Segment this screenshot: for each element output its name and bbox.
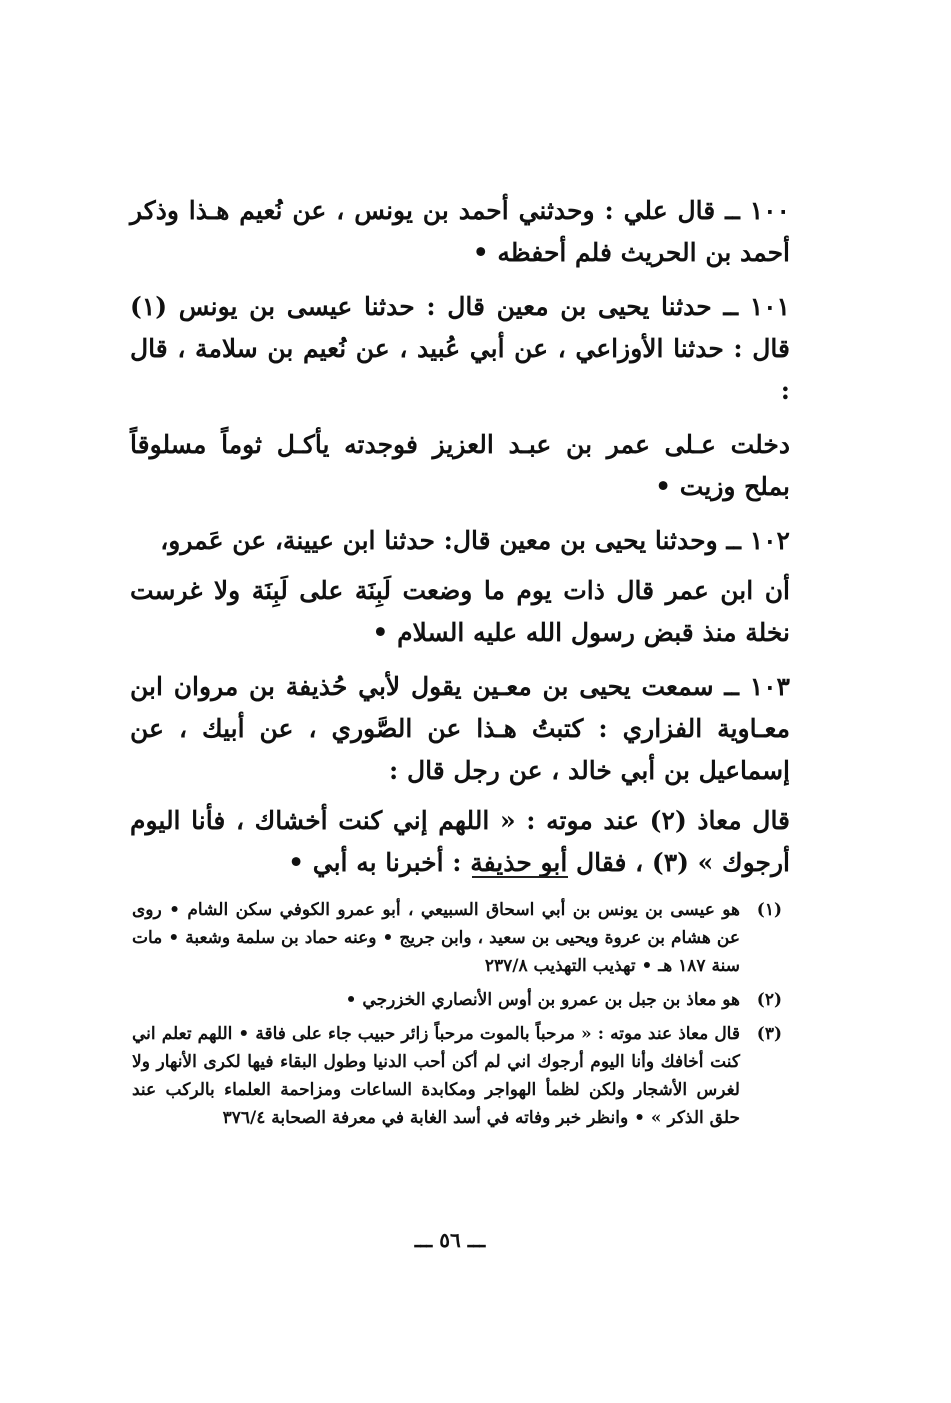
footnote-text: هو عيسى بن يونس بن أبي اسحاق السبيعي ، أبو عمرو الكوفي سكن الشام • روى عن هشام بن عروة ويحيى بن سعيد ، وابن جريج • وعنه حماد بن سلمة وشعبة • مات سنة ١٨٧ هـ • تهذيب التهذيب ٢٣٧/٨ xyxy=(132,900,740,976)
paragraph-103-text: قال معاذ (٢) عند موته : « اللهم إني كنت أخشاك ، فأنا اليوم أرجوك » (٣) ، فقال أبو حذيفة : أخبرنا به أبي • xyxy=(130,806,791,877)
paragraph-101: ١٠١ ــ حدثنا يحيى بن معين قال : حدثنا عيسى بن يونس (١) قال : حدثنا الأوزاعي ، عن أبي عُبيد ، عن نُعيم بن سلامة ، قال : xyxy=(130,292,790,405)
footnote-1 xyxy=(132,896,782,980)
footnote-number: (٢) xyxy=(756,990,782,1010)
main-text xyxy=(130,190,790,896)
paragraph-101-text: دخلت عـلى عمر بن عبـد العزيز فوجدته يأكـل ثوماً مسلوقاً بملح وزيت • xyxy=(130,430,790,501)
page-number: ـــ ٥٦ ـــ xyxy=(414,1228,486,1252)
paragraph-103: ١٠٣ ــ سمعت يحيى بن معـين يقول لأبي حُذيفة بن مروان ابن معـاوية الفزاري : كتبتُ هـذا عن الصَّوري ، عن أبيك ، عن إسماعيل بن أبي خالد ، عن رجل قال : xyxy=(130,672,790,785)
footnote-3 xyxy=(132,1020,782,1132)
footnotes xyxy=(132,896,782,1138)
footnote-number: (٣) xyxy=(756,1024,782,1044)
footnote-text: قال معاذ عند موته : « مرحباً بالموت مرحباً زائر حبيب جاء على فاقة • اللهم تعلم اني كنت أخافك وأنا اليوم أرجوك اني لم أكن أحب الدنيا وطول البقاء فيها لكرى الأنهار ولا لغرس الأشجار ولكن لظمأ الهواجر ومكابدة الساعات ومزاحمة العلماء بالركب عند حلق الذكر » • وانظر خبر وفاته في أسد الغابة في معرفة الصحابة ٣٧٦/٤ xyxy=(132,1024,740,1128)
footnote-text: هو معاذ بن جبل بن عمرو بن أوس الأنصاري الخزرجي • xyxy=(345,990,740,1010)
paragraph-100: ١٠٠ ــ قال علي : وحدثني أحمد بن يونس ، عن نُعيم هـذا وذكر أحمد بن الحريث فلم أحفظه • xyxy=(130,196,790,267)
footnote-2 xyxy=(132,986,782,1014)
footnote-number: (١) xyxy=(756,900,782,920)
paragraph-102-text: أن ابن عمر قال ذات يوم ما وضعت لَبِنَة على لَبِنَة ولا غرست نخلة منذ قبض رسول الله عليه السلام • xyxy=(130,576,790,647)
footnote-divider xyxy=(472,876,568,878)
paragraph-102: ١٠٢ ــ وحدثنا يحيى بن معين قال: حدثنا ابن عيينة، عن عَمرو، xyxy=(160,526,790,555)
